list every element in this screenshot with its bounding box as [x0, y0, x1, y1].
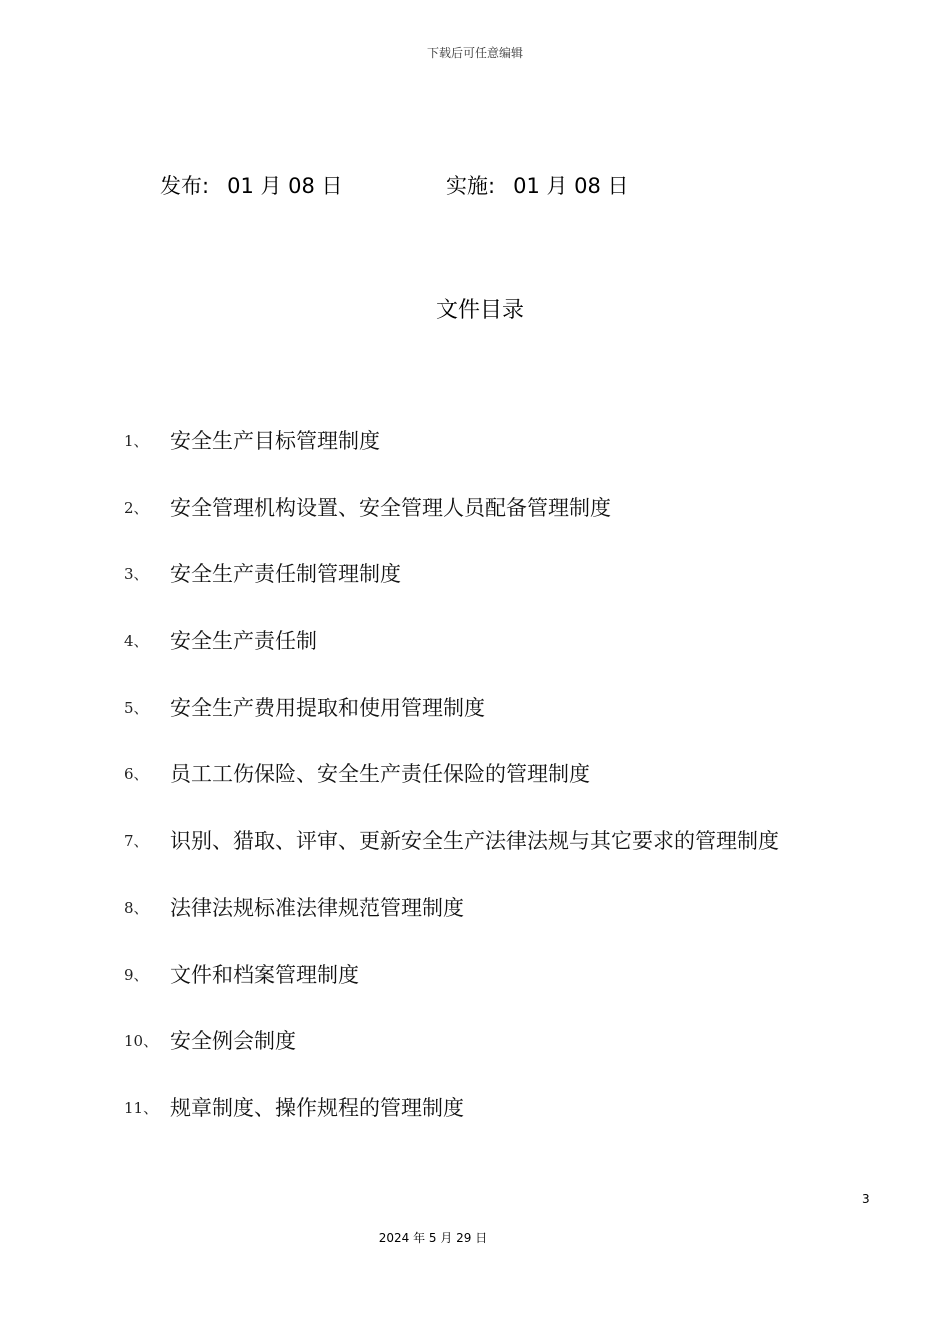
toc-item-number: 2、 [124, 498, 149, 517]
implement-date [446, 170, 629, 200]
implement-label: 实施: [446, 174, 496, 198]
toc-item [124, 758, 779, 825]
page-number: 3 [862, 1192, 870, 1206]
footer-date: 2024 年 5 月 29 日 [378, 1231, 488, 1245]
toc-list [124, 425, 779, 1159]
implement-value: 01 月 08 日 [513, 174, 629, 198]
toc-item-number: 4、 [124, 632, 149, 651]
toc-item-text: 规章制度、操作规程的管理制度 [170, 1095, 464, 1120]
toc-item-text: 法律法规标准法律规范管理制度 [170, 895, 464, 920]
toc-item [124, 959, 779, 1026]
toc-item-number: 6、 [124, 765, 149, 784]
toc-item-text: 安全生产费用提取和使用管理制度 [170, 695, 485, 720]
toc-item [124, 625, 779, 692]
toc-item [124, 825, 779, 892]
toc-item-text: 安全生产责任制管理制度 [170, 562, 401, 587]
toc-item [124, 1092, 779, 1159]
toc-item-text: 安全例会制度 [170, 1029, 296, 1054]
toc-item [124, 892, 779, 959]
toc-item-text: 员工工伤保险、安全生产责任保险的管理制度 [170, 762, 590, 787]
toc-item-number: 7、 [124, 832, 149, 851]
toc-item [124, 425, 779, 492]
toc-item-number: 3、 [124, 565, 149, 584]
toc-item [124, 558, 779, 625]
publish-label: 发布: [160, 174, 210, 198]
toc-item-number: 10、 [124, 1032, 159, 1051]
publish-date [160, 170, 343, 200]
toc-item [124, 692, 779, 759]
toc-item-number: 8、 [124, 898, 149, 917]
toc-item-number: 1、 [124, 432, 149, 450]
toc-item-text: 安全生产责任制 [170, 629, 317, 654]
toc-item-text: 安全生产目标管理制度 [170, 429, 380, 453]
toc-item-number: 9、 [124, 965, 149, 984]
toc-item-number: 5、 [124, 698, 149, 717]
toc-item [124, 1025, 779, 1092]
toc-item-text: 识别、猎取、评审、更新安全生产法律法规与其它要求的管理制度 [170, 829, 779, 854]
toc-item [124, 492, 779, 559]
toc-title: 文件目录 [435, 298, 524, 323]
toc-item-text: 安全管理机构设置、安全管理人员配备管理制度 [170, 495, 611, 520]
publish-value: 01 月 08 日 [227, 174, 343, 198]
header-note: 下载后可任意编辑 [426, 46, 523, 60]
toc-item-number: 11、 [124, 1098, 159, 1117]
toc-item-text: 文件和档案管理制度 [170, 962, 359, 987]
